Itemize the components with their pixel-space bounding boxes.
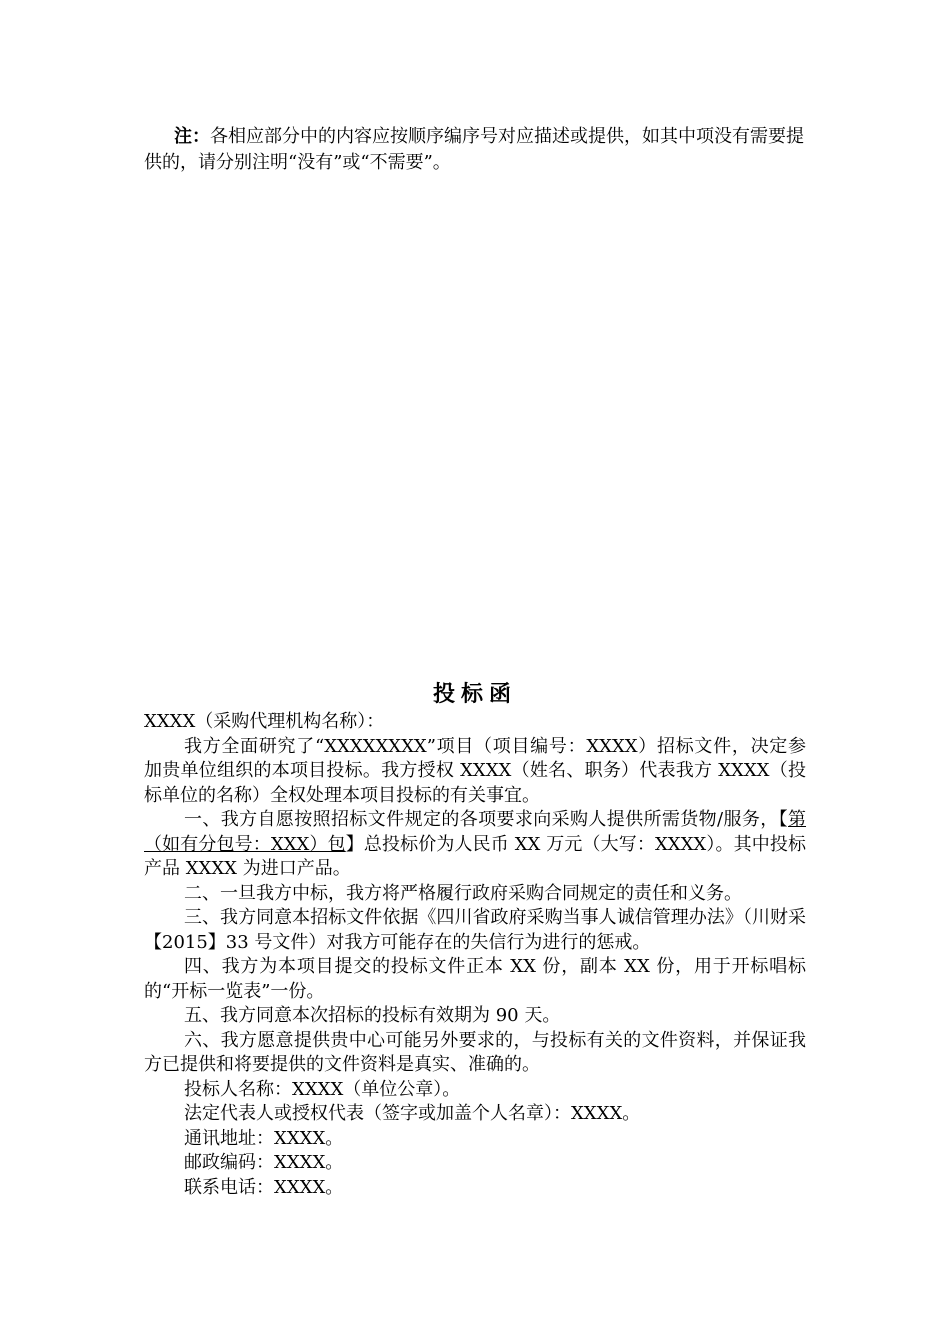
legal-rep-line: 法定代表人或授权代表（签字或加盖个人名章）：XXXX。 bbox=[184, 1103, 641, 1124]
note-text: 各相应部分中的内容应按顺序编序号对应描述或提供，如其中项没有需要提供的，请分别注明“没有”或“不需要”。 bbox=[144, 126, 804, 173]
item-1-bracket-close: 】 bbox=[345, 833, 364, 855]
address-line: 通讯地址：XXXX。 bbox=[184, 1127, 344, 1149]
item-1-text-a: 一、我方自愿按照招标文件规定的各项要求向采购人提供所需货物/服务， bbox=[184, 809, 779, 830]
note-paragraph bbox=[144, 124, 806, 176]
item-1-bracket-open: 【 bbox=[778, 809, 789, 830]
bid-letter-body bbox=[144, 710, 806, 1200]
item-1-text-b: 总投标价为人民币 XX 万元（大写：XXXX）。其中投标产品 XXXX 为进口产品。 bbox=[144, 833, 807, 879]
postcode-line: 邮政编码：XXXX。 bbox=[184, 1152, 344, 1173]
item-1-package: 第（如有分包号：XXX）包 bbox=[144, 809, 807, 855]
letter-intro: 我方全面研究了“XXXXXXXX”项目（项目编号：XXXX）招标文件，决定参加贵单位组织的本项目投标。我方授权 XXXX（姓名、职务）代表我方 XXXX（投标单位的名称）全权处理本项目投标的有关事宜。 bbox=[144, 735, 806, 806]
letter-item-6: 六、我方愿意提供贵中心可能另外要求的，与投标有关的文件资料，并保证我方已提供和将要提供的文件资料是真实、准确的。 bbox=[144, 1029, 806, 1075]
letter-item-3: 三、我方同意本招标文件依据《四川省政府采购当事人诚信管理办法》（川财采【2015】33 号文件）对我方可能存在的失信行为进行的惩戒。 bbox=[144, 907, 806, 953]
note-label: 注： bbox=[174, 126, 210, 147]
letter-salutation: XXXX（采购代理机构名称）： bbox=[144, 711, 385, 732]
letter-item-5: 五、我方同意本次招标的投标有效期为 90 天。 bbox=[184, 1005, 561, 1026]
letter-item-2: 二、一旦我方中标，我方将严格履行政府采购合同规定的责任和义务。 bbox=[184, 882, 742, 904]
phone-line: 联系电话：XXXX。 bbox=[184, 1176, 344, 1198]
letter-item-1 bbox=[144, 808, 806, 882]
letter-item-4: 四、我方为本项目提交的投标文件正本 XX 份，副本 XX 份，用于开标唱标的“开标一览表”一份。 bbox=[144, 956, 806, 1002]
letter-title: 投标函 bbox=[432, 681, 517, 707]
bidder-name-line: 投标人名称：XXXX（单位公章）。 bbox=[184, 1078, 461, 1100]
